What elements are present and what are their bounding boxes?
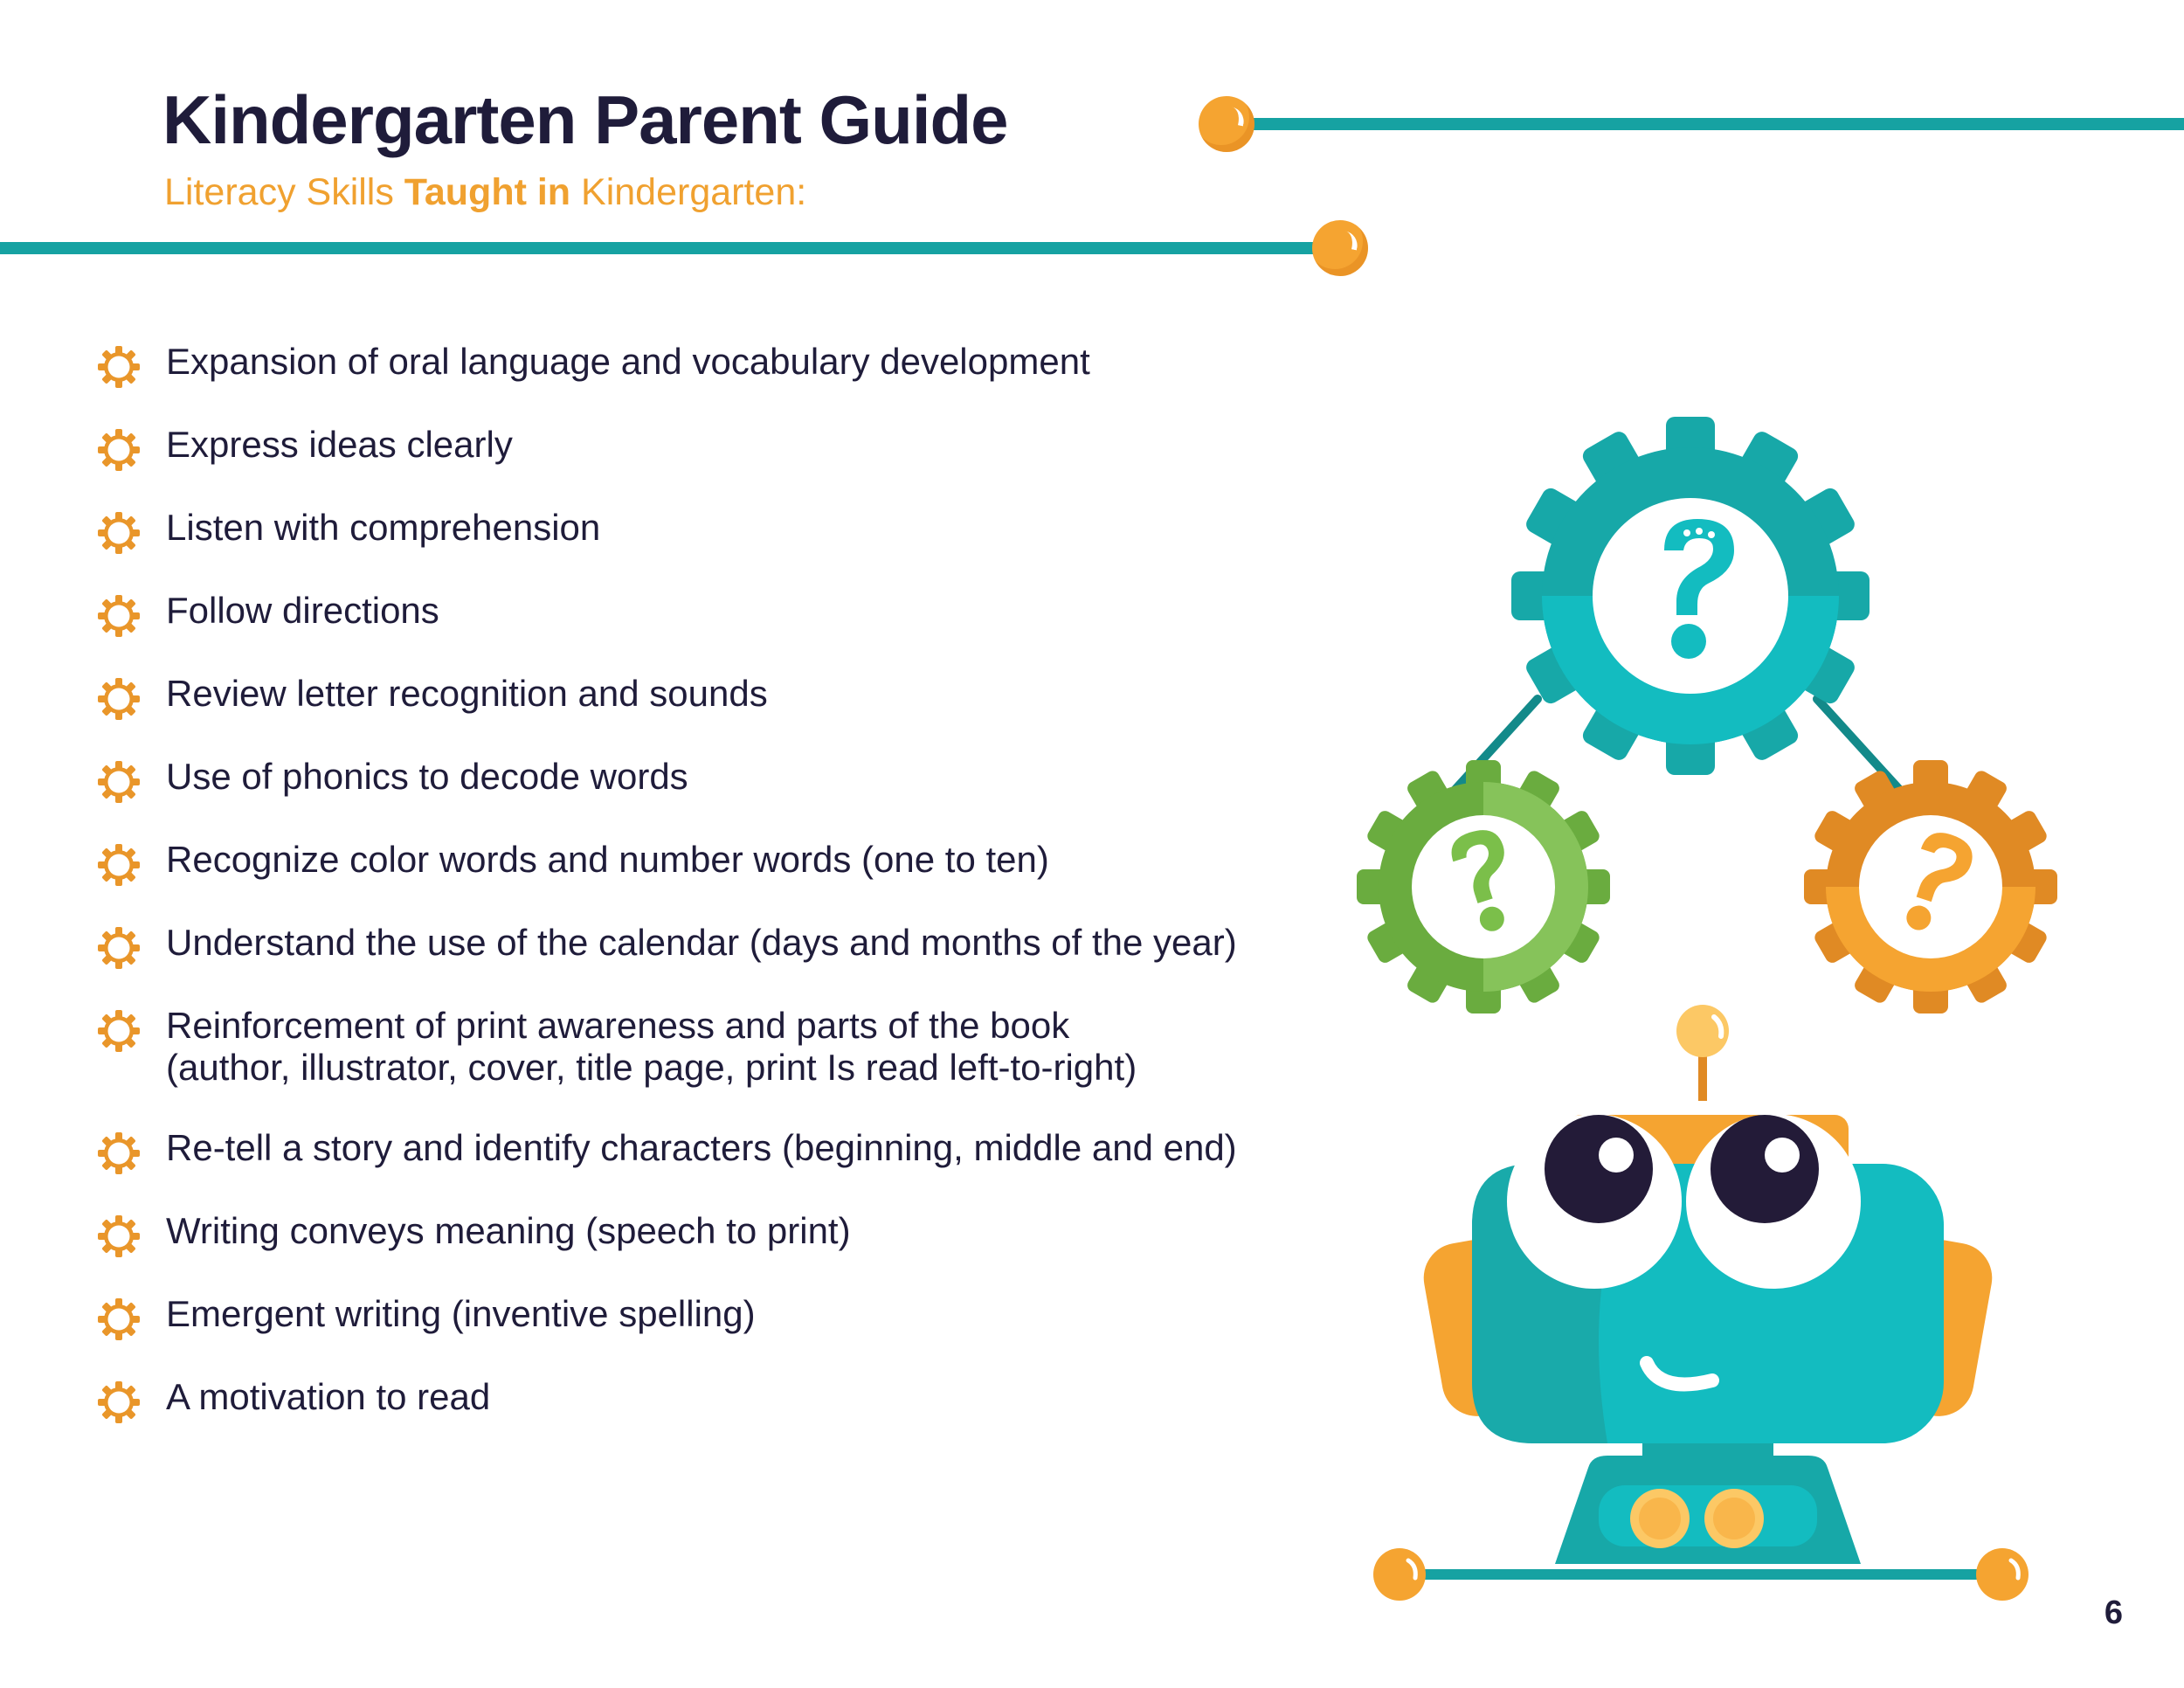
gear-bullet-icon xyxy=(96,1297,142,1342)
header-divider-bottom xyxy=(0,242,1328,254)
page-title: Kindergarten Parent Guide xyxy=(162,81,1008,158)
list-item-line: Understand the use of the calendar (days and months of the year) xyxy=(166,922,1237,963)
gear-bullet-icon xyxy=(96,510,142,556)
list-item-text xyxy=(166,1293,756,1335)
gear-bullet-icon xyxy=(96,344,142,390)
gear-bullet-icon xyxy=(96,427,142,473)
subtitle-bold: Taught in xyxy=(404,171,571,213)
list-item-text xyxy=(166,424,513,466)
robot-gears-illustration xyxy=(1345,411,2070,1616)
robot-icon xyxy=(1418,1005,1997,1564)
page-subtitle xyxy=(164,171,806,214)
list-item-text xyxy=(166,341,1090,383)
list-item-line: Writing conveys meaning (speech to print) xyxy=(166,1210,851,1251)
gear-bullet-icon xyxy=(96,759,142,805)
base-line xyxy=(1398,1569,2009,1580)
page-number: 6 xyxy=(2104,1595,2123,1631)
gear-bullet-icon xyxy=(96,676,142,722)
list-item-text xyxy=(166,922,1237,964)
list-item-line: A motivation to read xyxy=(166,1376,491,1417)
list-item-line: Listen with comprehension xyxy=(166,507,601,548)
list-item-text xyxy=(166,507,600,549)
list-item-text xyxy=(166,756,688,798)
list-item-text xyxy=(166,1376,490,1418)
gear-bullet-icon xyxy=(96,1380,142,1425)
orange-ball-icon xyxy=(1976,1548,2028,1601)
orange-ball-icon xyxy=(1312,220,1368,276)
list-item-text xyxy=(166,1210,851,1252)
list-item-text xyxy=(166,839,1049,881)
gear-question-icon xyxy=(1357,760,1610,1013)
gear-bullet-icon xyxy=(96,925,142,971)
gear-bullet-icon xyxy=(96,1131,142,1176)
gear-bullet-icon xyxy=(96,593,142,639)
subtitle-part-1: Literacy Skills xyxy=(164,171,404,213)
gear-bullet-icon xyxy=(96,842,142,888)
list-item-line: Re-tell a story and identify characters (beginning, middle and end) xyxy=(166,1127,1237,1168)
orange-ball-icon xyxy=(1373,1548,1426,1601)
list-item-line: Express ideas clearly xyxy=(166,424,513,465)
list-item-line: Use of phonics to decode words xyxy=(166,756,688,797)
gear-bullet-icon xyxy=(96,1214,142,1259)
list-item-line: Emergent writing (inventive spelling) xyxy=(166,1293,756,1334)
gear-bullet-icon xyxy=(96,1008,142,1054)
list-item-text xyxy=(166,1005,1137,1089)
list-item-line: Expansion of oral language and vocabulary development xyxy=(166,341,1090,382)
gear-question-icon xyxy=(1804,760,2057,1013)
orange-ball-icon xyxy=(1199,96,1254,152)
gear-connector xyxy=(1817,699,1904,795)
header-divider-top xyxy=(1248,118,2184,130)
list-item-text xyxy=(166,673,768,715)
list-item-line: Review letter recognition and sounds xyxy=(166,673,768,714)
list-item-line: Recognize color words and number words (one to ten) xyxy=(166,839,1049,880)
gear-question-icon xyxy=(1511,417,1870,775)
list-item-line: Follow directions xyxy=(166,590,439,631)
list-item-line: Reinforcement of print awareness and parts of the book xyxy=(166,1005,1070,1046)
list-item-text xyxy=(166,590,439,632)
subtitle-part-2: Kindergarten: xyxy=(570,171,807,213)
list-item-line: (author, illustrator, cover, title page, print Is read left-to-right) xyxy=(166,1047,1137,1088)
list-item-text xyxy=(166,1127,1237,1169)
